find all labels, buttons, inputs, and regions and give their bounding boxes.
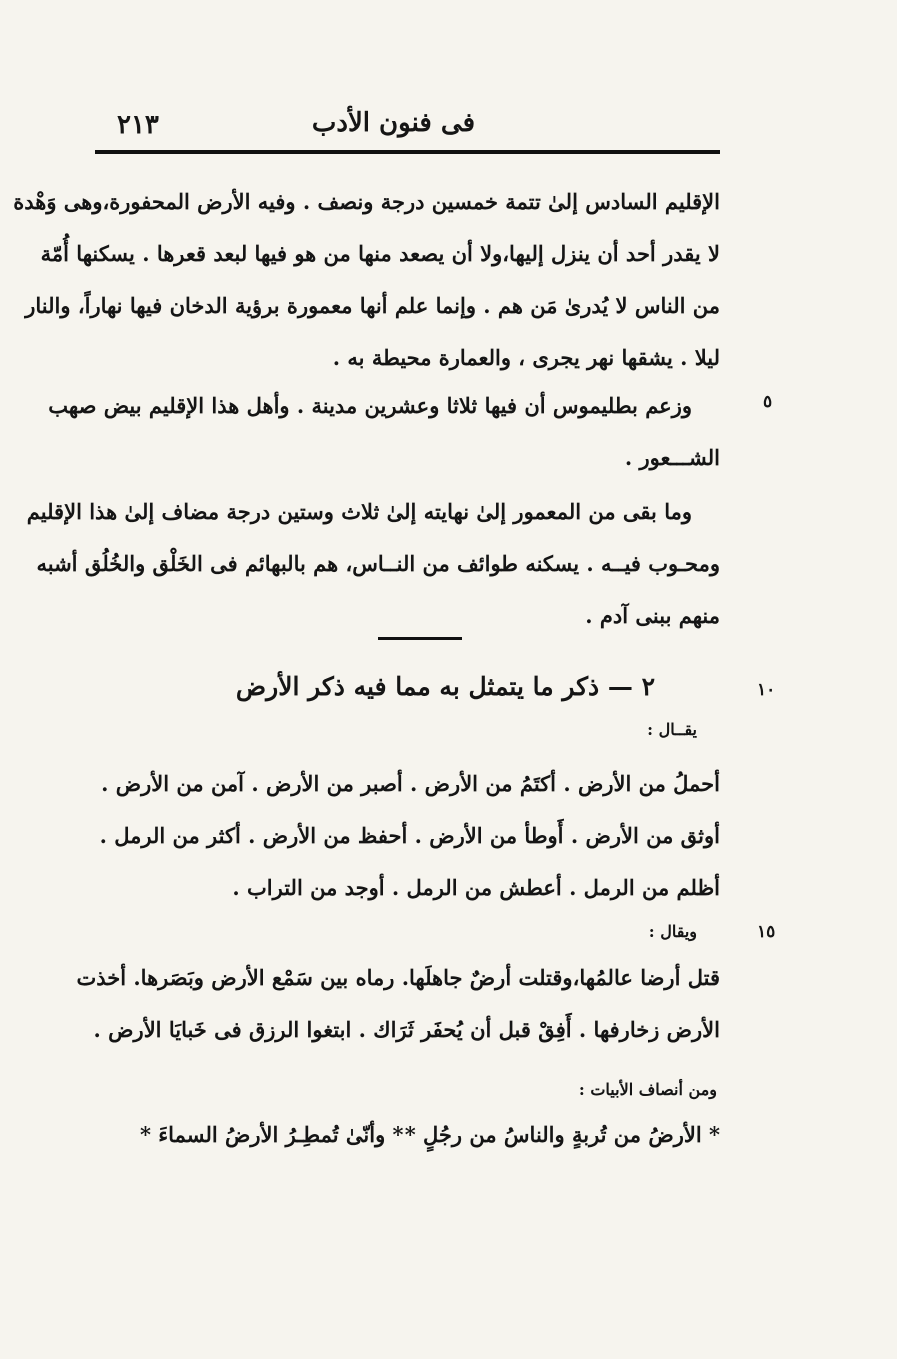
header-rule	[95, 150, 720, 154]
running-title: فى فنون الأدب	[311, 108, 475, 138]
text-line: قتل أرضا عالمُها،وقتلت أرضٌ جاهلَها. رماه بين سَمْع الأرض وبَصَرها. أخذت	[76, 965, 720, 990]
sayings-list-1	[99, 758, 720, 914]
sayings-list-2	[76, 952, 720, 1056]
text-line: لا يقدر أحد أن ينزل إليها،ولا أن يصعد منها من هو فيها لبعد قعرها . يسكنها أُمّة	[40, 241, 720, 266]
paragraph-3	[26, 486, 720, 642]
line-number-5: ٥	[763, 392, 773, 412]
text-line: الأرض زخارفها . أَفِقْ قبل أن يُحفَر ثَرَاك . ابتغوا الرزق فى خَبايَا الأرض .	[93, 1017, 720, 1042]
page-header	[95, 102, 720, 148]
text-line: ومحـوب فيــه . يسكنه طوائف من النــاس، هم بالبهائم فى الخَلْق والخُلُق أشبه	[36, 551, 720, 576]
text-line: أوثق من الأرض . أَوطأ من الأرض . أحفظ من الأرض . أكثر من الرمل .	[99, 823, 720, 848]
label-abyat: ومن أنصاف الأبيات :	[578, 1080, 717, 1099]
section-heading: ٢ — ذكر ما يتمثل به مما فيه ذكر الأرض	[235, 672, 655, 701]
page-number: ٢١٣	[117, 110, 159, 140]
text-line: وما بقى من المعمور إلىٰ نهايته إلىٰ ثلاث وستين درجة مضاف إلىٰ هذا الإقليم	[26, 499, 692, 524]
line-number-10: ١٠	[757, 680, 776, 700]
text-line: أظلم من الرمل . أعطش من الرمل . أوجد من التراب .	[232, 875, 720, 900]
text-line: الإقليم السادس إلىٰ تتمة خمسين درجة ونصف . وفيه الأرض المحفورة،وهى وَهْدة	[13, 189, 720, 214]
text-line: ليلا . يشقها نهر يجرى ، والعمارة محيطة به .	[332, 345, 720, 370]
paragraph-1	[13, 176, 720, 384]
label-yuqal: يقــال :	[647, 720, 697, 739]
text-line: الشـــعور .	[624, 445, 720, 470]
verse-hemistich-2: * وأنّىٰ تُمطِـرُ الأرضُ السماءَ *	[140, 1122, 404, 1147]
text-line: منهم ببنى آدم .	[585, 603, 720, 628]
line-number-15: ١٥	[757, 922, 776, 942]
verse-line	[140, 1122, 720, 1166]
label-wayuqal: ويقال :	[648, 922, 697, 941]
text-line: من الناس لا يُدرىٰ مَن هم . وإنما علم أنها معمورة برؤية الدخان فيها نهاراً، والنار	[25, 293, 720, 318]
paragraph-2	[48, 380, 720, 484]
text-line: وزعم بطليموس أن فيها ثلاثا وعشرين مدينة . وأهل هذا الإقليم بيض صهب	[48, 393, 692, 418]
text-line: أحملُ من الأرض . أكتَمُ من الأرض . أصبر من الأرض . آمن من الأرض .	[101, 771, 720, 796]
verse-hemistich-1: * الأرضُ من تُربةٍ والناسُ من رجُلٍ *	[404, 1122, 720, 1147]
section-separator	[378, 637, 462, 640]
